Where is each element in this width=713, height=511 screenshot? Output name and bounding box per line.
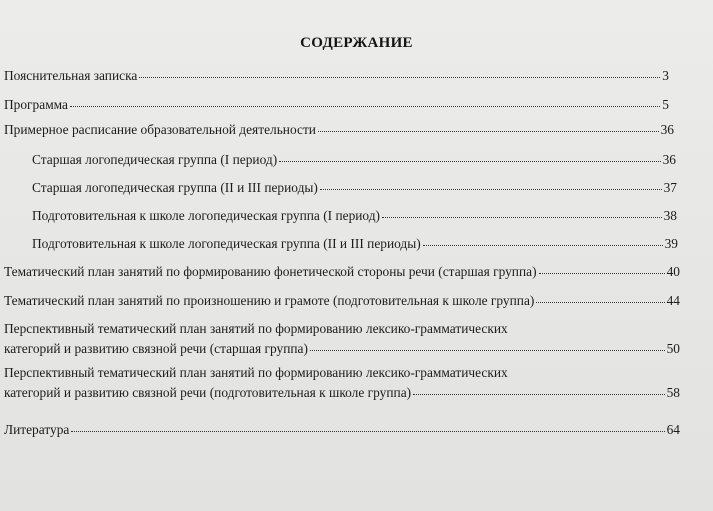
toc-entry-senior-group-period-1[interactable]: [32, 152, 676, 168]
toc-entry-page: 38: [663, 208, 677, 223]
toc-entry-preparatory-group-period-1[interactable]: [32, 208, 677, 224]
toc-entry-explanatory-note[interactable]: [4, 68, 669, 84]
toc-leader-dots: [413, 394, 665, 395]
toc-entry-schedule[interactable]: [4, 122, 674, 138]
toc-entry-text: Тематический план занятий по произношению и грамоте (подготовительная к школе группа): [4, 293, 535, 308]
toc-entry-phonetic-plan[interactable]: [4, 264, 680, 280]
toc-leader-dots: [539, 273, 665, 274]
toc-entry-lexical-plan-preparatory[interactable]: [4, 365, 680, 401]
toc-entry-text: категорий и развитию связной речи (подготовительная к школе группа): [4, 385, 412, 400]
toc-entry-text-line1: Перспективный тематический план занятий по формированию лексико-грамматических: [4, 321, 508, 336]
toc-entry-text: Литература: [4, 422, 70, 437]
toc-title: СОДЕРЖАНИЕ: [300, 35, 413, 51]
toc-leader-dots: [536, 302, 664, 303]
toc-leader-dots: [310, 350, 665, 351]
toc-entry-preparatory-group-period-2-3[interactable]: [32, 236, 678, 252]
toc-leader-dots: [70, 106, 660, 107]
toc-entry-page: 36: [660, 122, 674, 137]
toc-entry-senior-group-period-2-3[interactable]: [32, 180, 677, 196]
toc-leader-dots: [71, 431, 664, 432]
toc-entry-page: 39: [664, 236, 678, 251]
toc-entry-page: 50: [666, 341, 680, 356]
toc-entry-program[interactable]: [4, 97, 669, 113]
toc-entry-text-line1: Перспективный тематический план занятий по формированию лексико-грамматических: [4, 365, 508, 380]
toc-entry-page: 36: [662, 152, 676, 167]
toc-entry-text: Тематический план занятий по формированию фонетической стороны речи (старшая группа): [4, 264, 537, 279]
toc-leader-dots: [279, 161, 660, 162]
toc-entry-text: Пояснительная записка: [4, 68, 138, 83]
toc-entry-page: 40: [666, 264, 680, 279]
toc-entry-literature[interactable]: [4, 422, 680, 438]
toc-entry-text: категорий и развитию связной речи (старшая группа): [4, 341, 308, 356]
toc-leader-dots: [382, 217, 662, 218]
toc-entry-text: Подготовительная к школе логопедическая группа (II и III периоды): [32, 236, 421, 251]
toc-entry-page: 3: [662, 68, 669, 83]
toc-entry-lexical-plan-senior[interactable]: [4, 321, 680, 357]
toc-entry-pronunciation-literacy-plan[interactable]: [4, 293, 680, 309]
toc-entry-page: 5: [662, 97, 669, 112]
toc-entry-text: Примерное расписание образовательной деятельности: [4, 122, 316, 137]
toc-entry-text: Подготовительная к школе логопедическая группа (I период): [32, 208, 381, 223]
toc-entry-page: 64: [666, 422, 680, 437]
toc-entry-text: Старшая логопедическая группа (II и III периоды): [32, 180, 318, 195]
toc-leader-dots: [423, 245, 663, 246]
toc-entry-text: Программа: [4, 97, 68, 112]
toc-leader-dots: [320, 189, 662, 190]
toc-entry-page: 58: [666, 385, 680, 400]
toc-entry-page: 44: [666, 293, 680, 308]
toc-leader-dots: [139, 77, 660, 78]
toc-entry-text: Старшая логопедическая группа (I период): [32, 152, 278, 167]
toc-entry-page: 37: [663, 180, 677, 195]
toc-leader-dots: [318, 131, 659, 132]
